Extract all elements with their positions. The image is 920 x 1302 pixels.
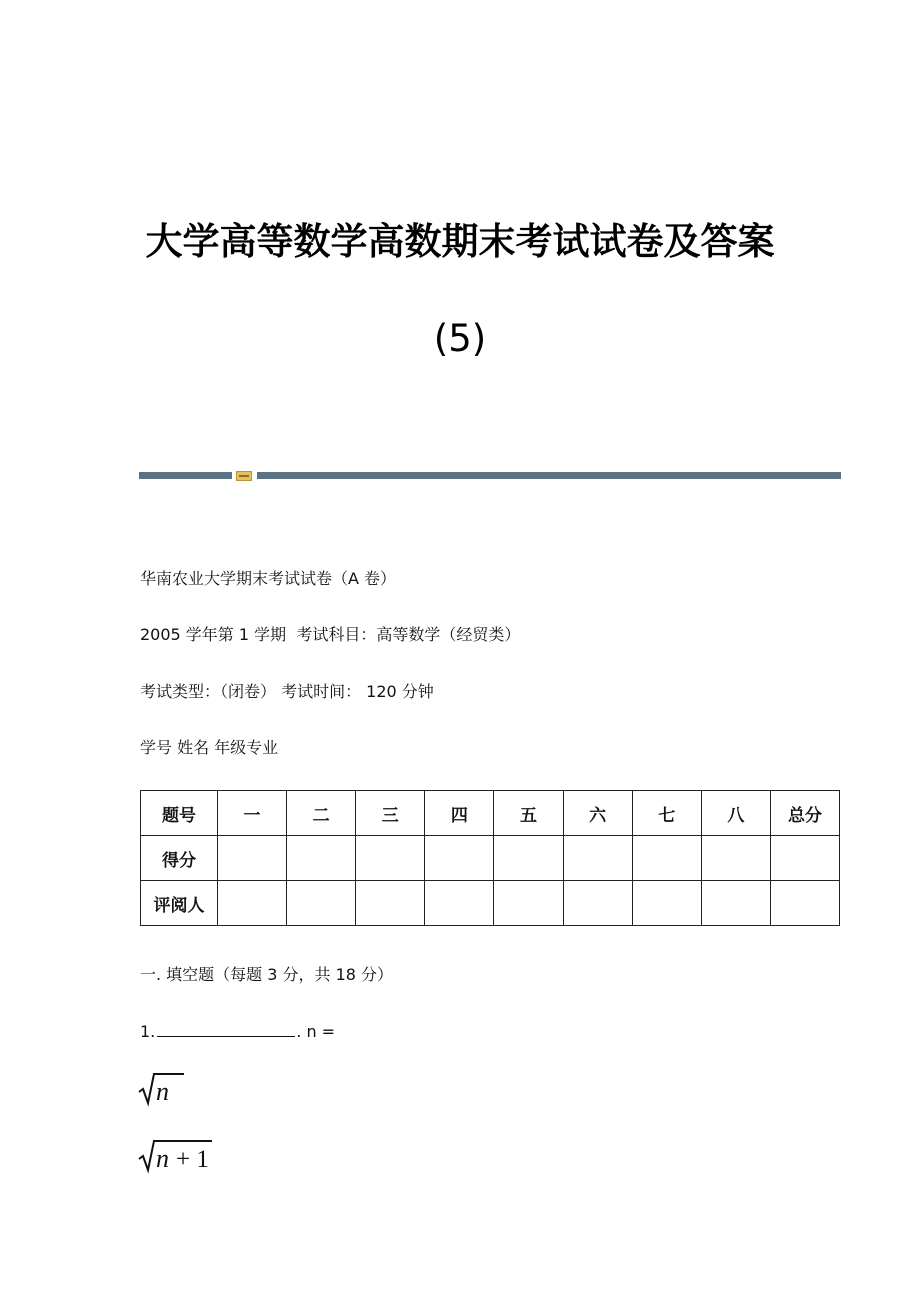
- reviewer-cell: [287, 881, 356, 926]
- header-cell-5: 五: [494, 791, 563, 836]
- header-cell-question-no: 题号: [141, 791, 218, 836]
- divider-bar-left: [139, 472, 232, 479]
- document-title: 大学高等数学高数期末考试试卷及答案: [145, 220, 775, 263]
- reviewer-cell: [425, 881, 494, 926]
- decorative-divider: [139, 471, 841, 481]
- formula-1-variable: n: [156, 1077, 169, 1106]
- header-cell-7: 七: [632, 791, 701, 836]
- reviewer-cell: [563, 881, 632, 926]
- score-cell: [632, 836, 701, 881]
- formula-sqrt-n: [138, 1068, 184, 1108]
- score-cell: [494, 836, 563, 881]
- sqrt-n-icon: [138, 1068, 184, 1108]
- score-cell: [425, 836, 494, 881]
- student-info-line: 学号 姓名 年级专业: [140, 738, 279, 757]
- reviewer-cell: [494, 881, 563, 926]
- reviewer-row-label: 评阅人: [141, 881, 218, 926]
- score-row: [141, 836, 840, 881]
- formula-2-variable: n: [156, 1144, 169, 1173]
- university-exam-line: 华南农业大学期末考试试卷（A 卷）: [140, 569, 397, 588]
- score-cell: [218, 836, 287, 881]
- header-cell-6: 六: [563, 791, 632, 836]
- question-1: [140, 1020, 335, 1043]
- question-1-text: . n =: [296, 1022, 336, 1041]
- header-cell-2: 二: [287, 791, 356, 836]
- header-cell-1: 一: [218, 791, 287, 836]
- reviewer-cell: [356, 881, 425, 926]
- question-1-number: 1.: [140, 1022, 156, 1041]
- header-cell-4: 四: [425, 791, 494, 836]
- question-1-blank: [157, 1020, 295, 1037]
- score-row-label: 得分: [141, 836, 218, 881]
- sqrt-n-plus-1-icon: [138, 1135, 214, 1175]
- score-cell: [287, 836, 356, 881]
- header-cell-8: 八: [701, 791, 770, 836]
- header-cell-total: 总分: [770, 791, 839, 836]
- score-cell: [563, 836, 632, 881]
- document-title-number: (5): [433, 317, 487, 360]
- formula-2-plus-one: + 1: [176, 1146, 209, 1173]
- reviewer-cell: [701, 881, 770, 926]
- reviewer-cell: [770, 881, 839, 926]
- divider-ornament-icon: [236, 471, 252, 481]
- section-1-heading: 一. 填空题（每题 3 分，共 18 分）: [140, 965, 394, 984]
- score-table-header-row: [141, 791, 840, 836]
- reviewer-cell: [218, 881, 287, 926]
- score-cell: [356, 836, 425, 881]
- score-table: [140, 790, 840, 926]
- header-cell-3: 三: [356, 791, 425, 836]
- divider-bar-right: [257, 472, 841, 479]
- term-subject-line: 2005 学年第 1 学期 考试科目：高等数学（经贸类）: [140, 625, 521, 644]
- formula-sqrt-n-plus-1: [138, 1135, 214, 1175]
- score-cell: [770, 836, 839, 881]
- score-cell: [701, 836, 770, 881]
- exam-type-line: 考试类型：（闭卷） 考试时间： 120 分钟: [140, 682, 434, 701]
- reviewer-row: [141, 881, 840, 926]
- reviewer-cell: [632, 881, 701, 926]
